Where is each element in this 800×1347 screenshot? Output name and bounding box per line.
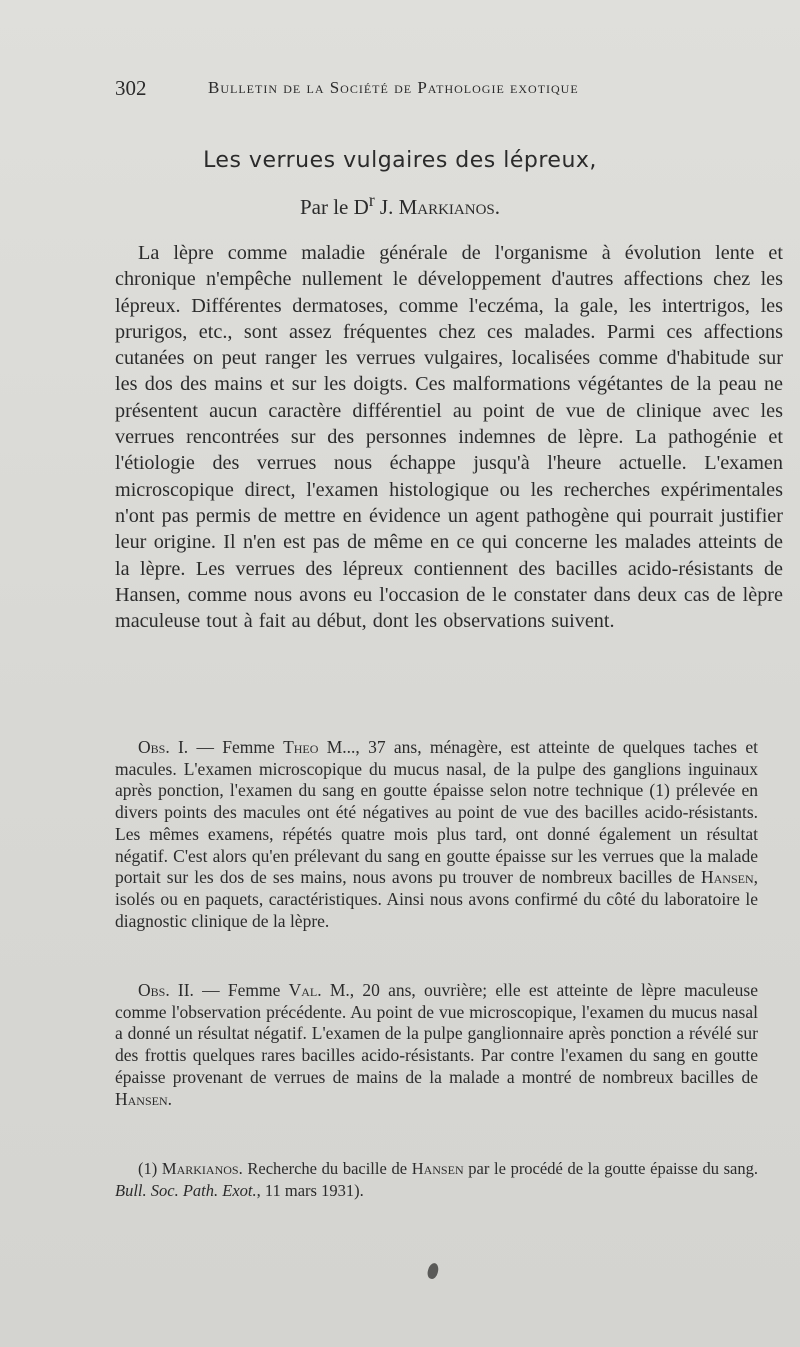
- patient-name: Theo M...: [283, 737, 356, 757]
- observation-text-end: , isolés ou en paquets, caractéristiques. Ainsi nous avons confirmé du côté du laboratoire le diagnostic clinique de la lèpre.: [115, 867, 758, 931]
- author-name: J. Markianos.: [379, 195, 500, 219]
- citation-date: , 11 mars 1931).: [256, 1181, 364, 1200]
- body-paragraph: La lèpre comme maladie générale de l'organisme à évolution lente et chronique n'empêche nullement le développement d'autres affections chez les lépreux. Différentes dermatoses, comme l'eczéma, la gale, les intertrigos, les prurigos, etc., sont assez fréquentes chez ces malades. Parmi ces affections cutanées on peut ranger les verrues vulgaires, localisées comme d'habitude sur les dos des mains et sur les doigts. Ces malformations végétantes de la peau ne présentent aucun caractère différentiel au point de vue de clinique avec les verrues rencontrées sur des personnes indemnes de lèpre. La pathogénie et l'étiologie des verrues nous échappe jusqu'à l'heure actuelle. L'examen microscopique direct, l'examen histologique ou les recherches expérimentales n'ont pas permis de mettre en évidence un agent pathogène qui pourrait justifier leur origine. Il n'en est pas de même en ce qui concerne les malades atteints de la lèpre. Les verrues des lépreux contiennent des bacilles acido-résistants de Hansen, comme nous avons eu l'occasion de le constater dans deux cas de lèpre maculeuse tout à fait au début, dont les observations suivent.: [115, 242, 783, 633]
- footnote-marker: (1): [138, 1159, 162, 1178]
- ink-blot: [426, 1262, 440, 1280]
- hansen-name: Hansen: [411, 1159, 464, 1178]
- observation-text-end: .: [167, 1088, 173, 1109]
- footnote-author: Markianos.: [161, 1159, 243, 1178]
- article-title: Les verrues vulgaires des lépreux,: [203, 148, 597, 173]
- observation-text: , 37 ans, ménagère, est atteinte de quelques taches et macules. L'examen microscopique du mucus nasal, de la pulpe des ganglions inguinaux après ponction, l'examen du sang en goutte épaisse selon notre technique (1) prélevée en divers points des macules ont été négatives au point de vue des bacilles acido-résistants. Les mêmes examens, répétés quatre mois plus tard, ont donné également un résultat négatif. C'est alors qu'en prélevant du sang en goutte épaisse sur les verrues que la malade portait sur les dos de ses mains, nous avons pu trouver de nombreux bacilles de: [115, 737, 758, 888]
- byline-prefix: Par le D: [299, 195, 369, 219]
- byline: [0, 190, 800, 220]
- hansen-name: Hansen: [700, 867, 754, 888]
- patient-prefix: Femme: [222, 737, 284, 757]
- hansen-name: Hansen: [115, 1088, 168, 1109]
- footnote-text-2: par le procédé de la goutte épaisse du sang.: [463, 1159, 758, 1178]
- journal-title: Bulletin de la Société de Pathologie exotique: [208, 78, 579, 97]
- footnote: [115, 1158, 758, 1202]
- patient-name: Val. M.: [288, 980, 350, 1000]
- observation-label: Obs. I.: [138, 737, 189, 757]
- dash: —: [193, 980, 228, 1000]
- observation-text: , 20 ans, ouvrière; elle est atteinte de lèpre maculeuse comme l'observation précédente. Au point de vue microscopique, l'examen du mucus nasal a donné un résultat négatif. L'examen de la pulpe ganglionnaire après ponction a révélé sur des frottis quelques rares bacilles acido-résistants. Par contre l'examen du sang en goutte épaisse provenant de verrues de mains de la malade a montré de nombreux bacilles de: [115, 980, 758, 1087]
- observation-label: Obs. II.: [138, 980, 194, 1000]
- patient-prefix: Femme: [227, 980, 289, 1000]
- running-header: [115, 76, 675, 102]
- page-number: 302: [115, 76, 147, 100]
- observation-2: [115, 980, 758, 1110]
- journal-citation: Bull. Soc. Path. Exot.: [115, 1181, 257, 1200]
- dash: —: [188, 737, 223, 757]
- observation-1: [115, 737, 758, 932]
- footnote-text: Recherche du bacille de: [242, 1159, 412, 1178]
- byline-superscript: r: [368, 190, 375, 210]
